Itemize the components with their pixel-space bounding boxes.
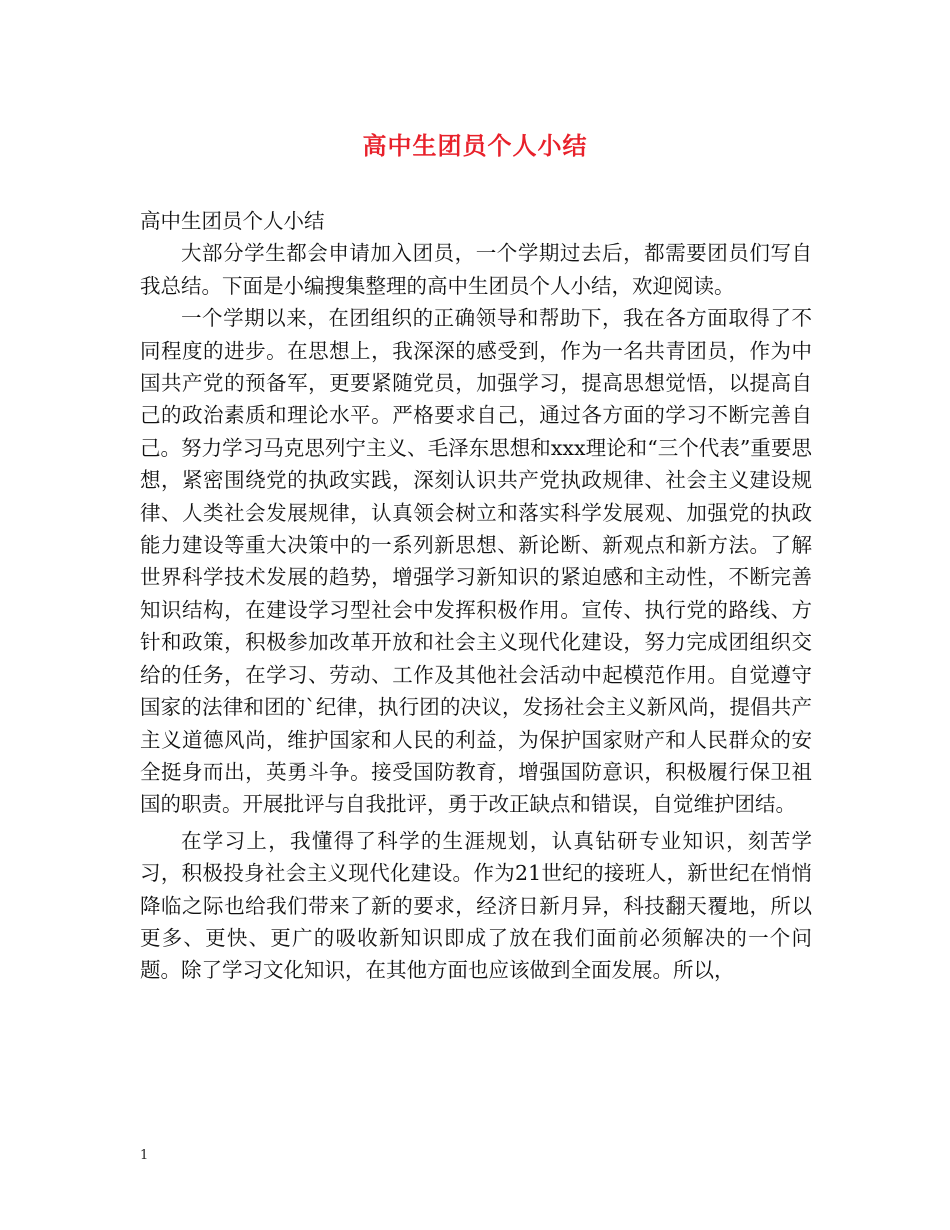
paragraph-ideology: 一个学期以来，在团组织的正确领导和帮助下，我在各方面取得了不同程度的进步。在思想上，我深深的感受到，作为一名共青团员，作为中国共产党的预备军，更要紧随党员，加强学习，提高思想觉悟，以提高自己的政治素质和理论水平。严格要求自己，通过各方面的学习不断完善自己。努力学习马克思列宁主义、毛泽东思想和xxx理论和“三个代表”重要思想，紧密围绕党的执政实践，深刻认识共产党执政规律、社会主义建设规律、人类社会发展规律，认真领会树立和落实科学发展观、加强党的执政能力建设等重大决策中的一系列新思想、新论断、新观点和新方法。了解世界科学技术发展的趋势，增强学习新知识的紧迫感和主动性，不断完善知识结构，在建设学习型社会中发挥积极作用。宣传、执行党的路线、方针和政策，积极参加改革开放和社会主义现代化建设，努力完成团组织交给的任务，在学习、劳动、工作及其他社会活动中起模范作用。自觉遵守国家的法律和团的`纪律，执行团的决议，发扬社会主义新风尚，提倡共产主义道德风尚，维护国家和人民的利益，为保护国家财产和人民群众的安全挺身而出，英勇斗争。接受国防教育，增强国防意识，积极履行保卫祖国的职责。开展批评与自我批评，勇于改正缺点和错误，自觉维护团结。 — [140, 306, 812, 817]
paragraph-intro: 大部分学生都会申请加入团员，一个学期过去后，都需要团员们写自我总结。下面是小编搜集整理的高中生团员个人小结，欢迎阅读。 — [140, 241, 812, 298]
document-body — [140, 205, 812, 987]
document-subtitle: 高中生团员个人小结 — [140, 209, 325, 233]
page-number: 1 — [140, 1148, 149, 1163]
paragraph-study: 在学习上，我懂得了科学的生涯规划，认真钻研专业知识，刻苦学习，积极投身社会主义现代化建设。作为21世纪的接班人，新世纪在悄悄降临之际也给我们带来了新的要求，经济日新月异，科技翻天覆地，所以更多、更快、更广的吸收新知识即成了放在我们面前必须解决的一个问题。除了学习文化知识，在其他方面也应该做到全面发展。所以， — [140, 828, 812, 983]
document-title: 高中生团员个人小结 — [362, 131, 588, 160]
